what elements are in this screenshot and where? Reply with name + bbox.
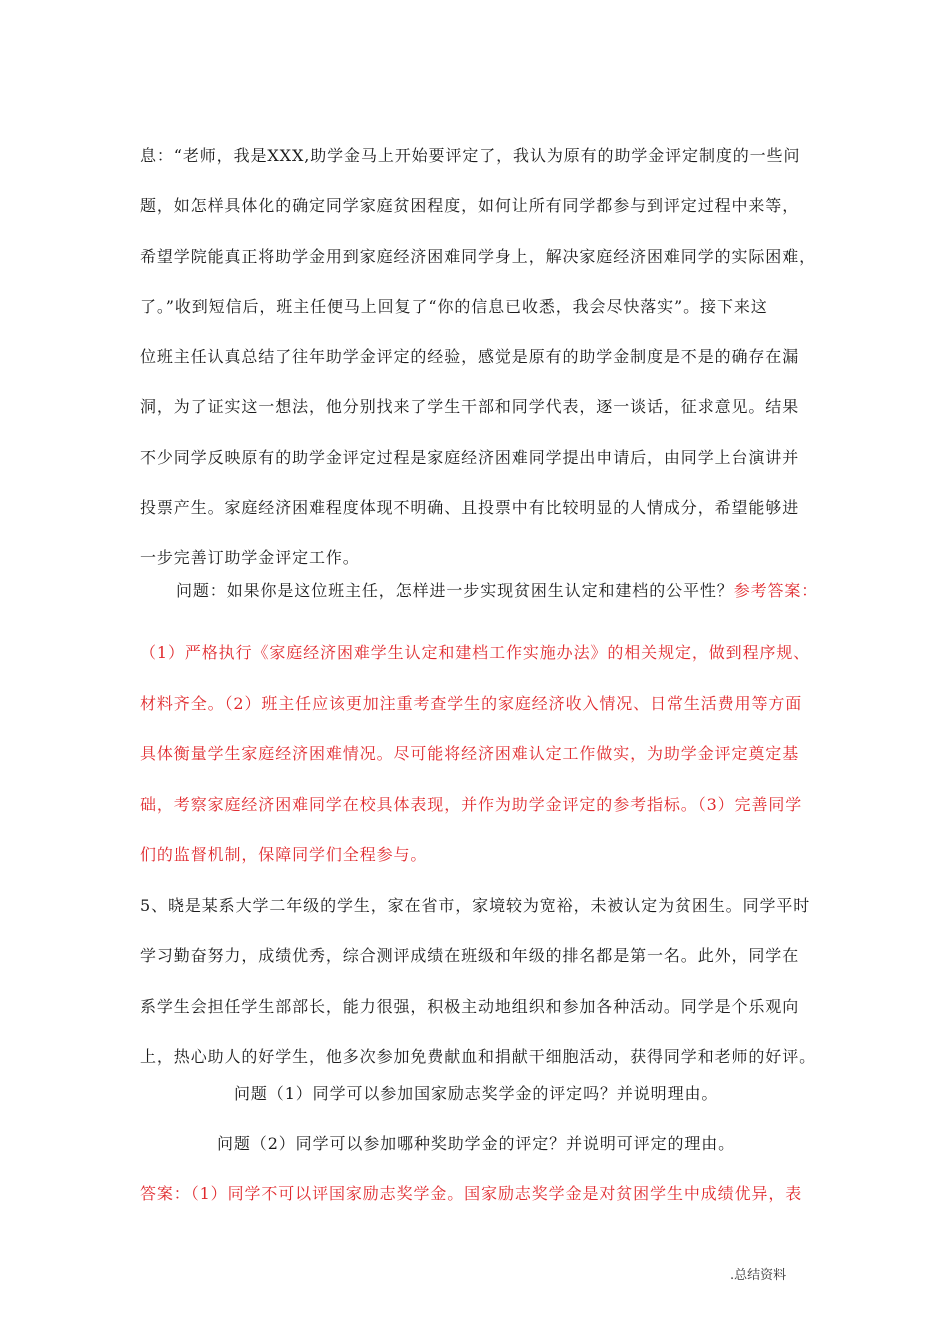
footer-note: .总结资料 [730, 1268, 787, 1283]
text-line: 系学生会担任学生部部长，能力很强，积极主动地组织和参加各种活动。同学是个乐观向 [140, 996, 800, 1016]
question-2: 问题（2）同学可以参加哪种奖助学金的评定？并说明可评定的理由。 [217, 1134, 736, 1153]
story-paragraph [140, 131, 816, 584]
text-line: 一步完善订助学金评定工作。 [140, 548, 360, 568]
question-1: 问题（1）同学可以参加国家励志奖学金的评定吗？并说明理由。 [234, 1084, 719, 1103]
text-line: 5、晓是某系大学二年级的学生，家在省市，家境较为宽裕，未被认定为贫困生。同学平时 [140, 896, 811, 915]
answer-line: 答案：（1）同学不可以评国家励志奖学金。国家励志奖学金是对贫困学生中成绩优异，表 [140, 1184, 803, 1203]
reference-answer [140, 628, 816, 881]
answer-line: 材料齐全。（2）班主任应该更加注重考查学生的家庭经济收入情况、日常生活费用等方面 [140, 693, 803, 713]
text-line: 不少同学反映原有的助学金评定过程是家庭经济困难同学提出申请后，由同学上台演讲并 [140, 447, 800, 467]
text-line: 位班主任认真总结了往年助学金评定的经验，感觉是原有的助学金制度是不是的确存在漏 [140, 347, 800, 367]
answer-line: 们的监督机制，保障同学们全程参与。 [140, 845, 428, 864]
question-text: 问题：如果你是这位班主任，怎样进一步实现贫困生认定和建档的公平性？ [176, 581, 734, 600]
case-paragraph [140, 881, 816, 1082]
answer-line: 具体衡量学生家庭经济困难情况。尽可能将经济困难认定工作做实，为助学金评定奠定基 [140, 744, 800, 763]
answer-line: （1）严格执行《家庭经济困难学生认定和建档工作实施办法》的相关规定，做到程序规、 [140, 643, 811, 662]
text-line: 息：“老师，我是XXX,助学金马上开始要评定了，我认为原有的助学金评定制度的一些问 [140, 146, 801, 165]
text-line: 上，热心助人的好学生，他多次参加免费献血和捐献干细胞活动，获得同学和老师的好评。 [140, 1046, 817, 1066]
text-line: 学习勤奋努力，成绩优秀，综合测评成绩在班级和年级的排名都是第一名。此外，同学在 [140, 946, 800, 966]
answer-label: 参考答案： [733, 581, 819, 600]
text-line: 投票产生。家庭经济困难程度体现不明确、且投票中有比较明显的人情成分，希望能够进 [140, 498, 800, 518]
text-line: 题，如怎样具体化的确定同学家庭贫困程度，如何让所有同学都参与到评定过程中来等， [140, 196, 800, 216]
answer-line: 础，考察家庭经济困难同学在校具体表现，并作为助学金评定的参考指标。（3）完善同学 [140, 794, 803, 814]
text-line: 了。”收到短信后，班主任便马上回复了“你的信息已收悉，我会尽快落实”。接下来这 [140, 296, 768, 316]
question-line [176, 579, 819, 603]
text-line: 洞，为了证实这一想法，他分别找来了学生干部和同学代表，逐一谈话，征求意见。结果 [140, 397, 800, 417]
text-line: 希望学院能真正将助学金用到家庭经济困难同学身上，解决家庭经济困难同学的实际困难， [140, 246, 817, 266]
